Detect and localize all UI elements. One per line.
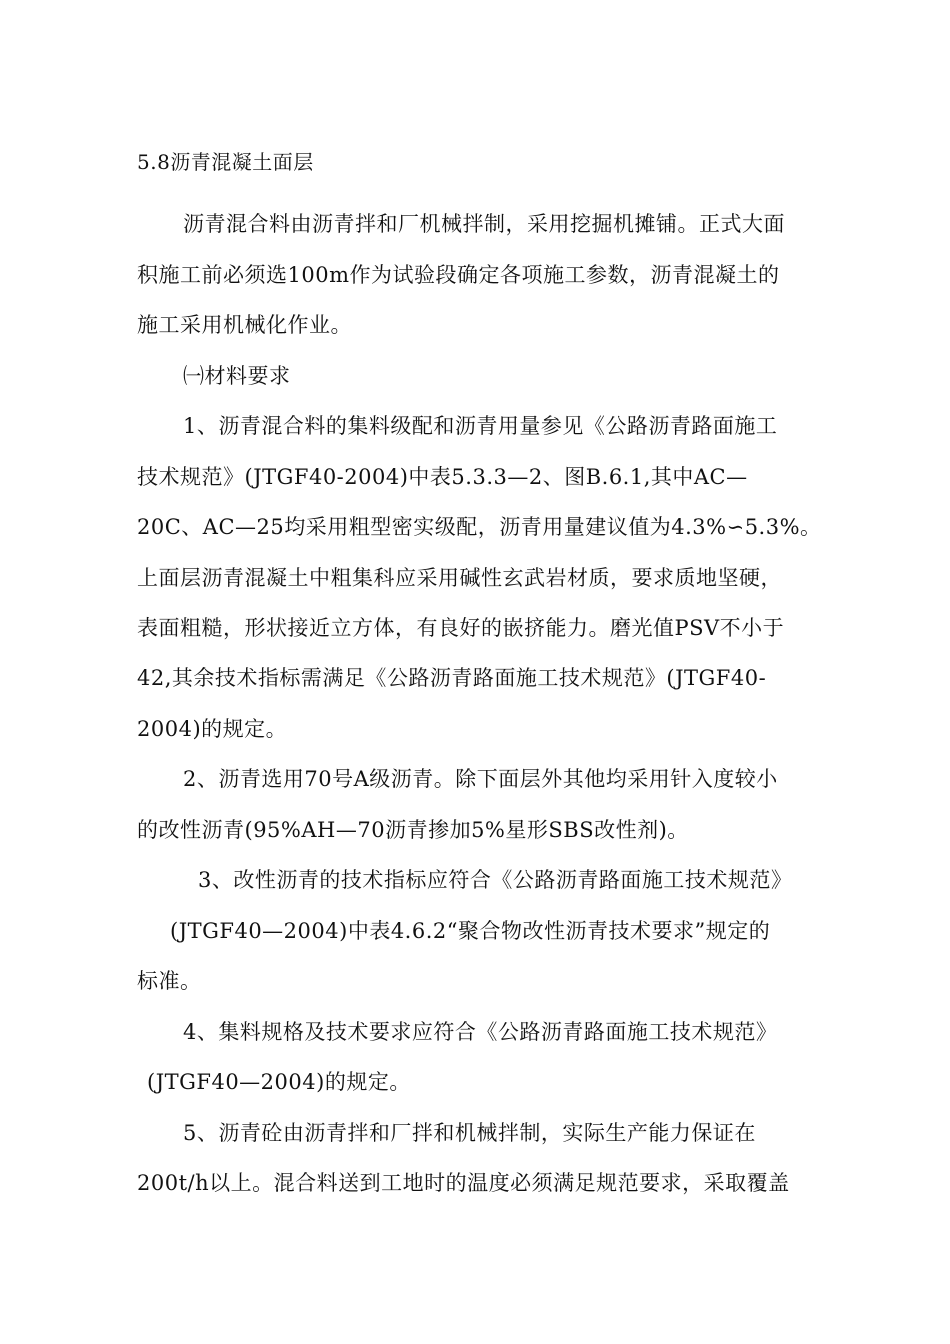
intro-line-2: 积施工前必须选100m作为试验段确定各项施工参数，沥青混凝土的: [137, 263, 780, 287]
intro-line-1: 沥青混合料由沥青拌和厂机械拌制，采用挖掘机摊铺。正式大面: [183, 212, 785, 236]
item1-line-2: 技术规范》(JTGF40-2004)中表5.3.3—2、图B.6.1,其中AC—: [137, 465, 748, 489]
item1-line-4: 上面层沥青混凝土中粗集科应采用碱性玄武岩材质，要求质地坚硬，: [137, 566, 782, 590]
item5-line-2: 200t/h以上。混合料送到工地时的温度必须满足规范要求，采取覆盖: [137, 1171, 790, 1195]
item3-line-2: (JTGF40—2004)中表4.6.2“聚合物改性沥青技术要求”规定的: [170, 919, 771, 943]
item2-line-2: 的改性沥青(95%AH—70沥青掺加5%星形SBS改性剂)。: [137, 818, 689, 842]
item1-line-1: 1、沥青混合料的集料级配和沥青用量参见《公路沥青路面施工: [183, 414, 778, 438]
item1-line-5: 表面粗糙，形状接近立方体，有良好的嵌挤能力。磨光值PSV不小于: [137, 616, 785, 640]
item1-line-7: 2004)的规定。: [137, 717, 288, 741]
item1-line-3: 20C、AC—25均采用粗型密实级配，沥青用量建议值为4.3%∽5.3%。: [137, 515, 822, 539]
item4-line-2: (JTGF40—2004)的规定。: [147, 1070, 411, 1094]
section-heading: 5.8沥青混凝土面层: [137, 150, 314, 174]
intro-line-3: 施工采用机械化作业。: [137, 313, 352, 337]
item5-line-1: 5、沥青砼由沥青拌和厂拌和机械拌制，实际生产能力保证在: [183, 1121, 756, 1145]
subheading-material-requirements: ㈠材料要求: [183, 364, 291, 388]
item2-line-1: 2、沥青选用70号A级沥青。除下面层外其他均采用针入度较小: [183, 767, 778, 791]
item1-line-6: 42,其余技术指标需满足《公路沥青路面施工技术规范》(JTGF40-: [137, 666, 767, 690]
item3-line-1: 3、改性沥青的技术指标应符合《公路沥青路面施工技术规范》: [198, 868, 793, 892]
item4-line-1: 4、集料规格及技术要求应符合《公路沥青路面施工技术规范》: [183, 1020, 778, 1044]
item3-line-3: 标准。: [137, 969, 202, 993]
